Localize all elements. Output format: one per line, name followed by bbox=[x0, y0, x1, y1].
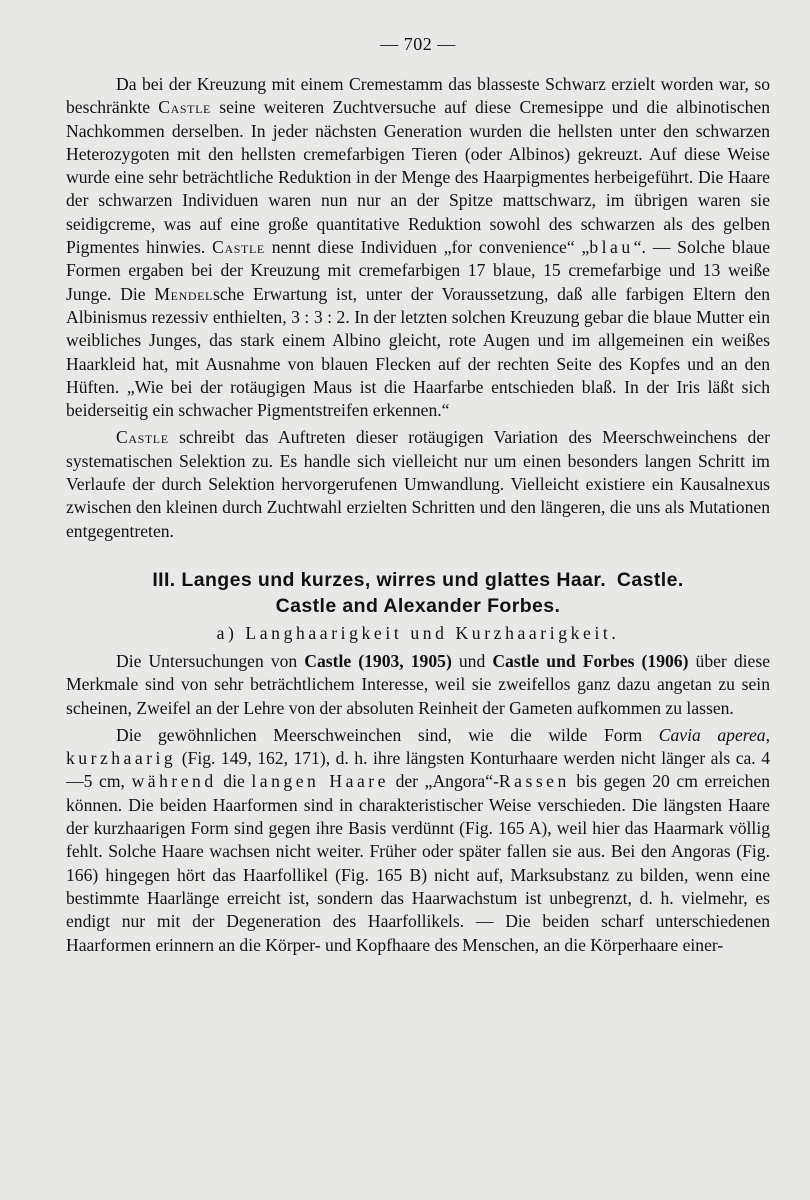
text-run: bis gegen 20 cm erreichen können. Die beiden Haarformen sind in charakteristischer Weise verschieden. Die längsten Haare der kurzhaarigen Form sind gegen ihre Basis verdünnt (Fig. 165 A), weil hier das Haarmark völlig fehlt. Solche Haare wachsen nicht weiter. Früher oder später fallen sie aus. Bei den Angoras (Fig. 166) hingegen hört das Haarfollikel (Fig. 165 B) nicht auf, Marksubstanz zu bilden, wenn eine bestimmte Haarlänge erreicht ist, sondern das Haarwachstum ist unbegrenzt, d. h. vielmehr, es endigt nur mit der Degeneration des Haarfollikels. — Die beiden scharf unterschiedenen Haarformen erinnern an die Körper- und Kopfhaare des Menschen, an die Körperhaare einer- bbox=[66, 771, 770, 955]
citation: Castle und Forbes (1906) bbox=[492, 650, 689, 671]
spaced-term: langen Haare bbox=[251, 771, 389, 792]
spaced-term: Rassen bbox=[498, 771, 570, 792]
author-name: Mendel bbox=[154, 283, 213, 304]
section-heading-line2: Castle and Alexander Forbes. bbox=[275, 594, 561, 617]
text-run: Da bei der Kreuzung mit einem Cremestamm das blasseste Schwarz erzielt worden war, so beschränkte bbox=[66, 74, 770, 118]
paragraph-castle-cremestamm bbox=[66, 73, 770, 422]
citation: Castle (1903, 1905) bbox=[304, 650, 452, 671]
paragraph-castle-selektion bbox=[66, 426, 770, 542]
species-name: Cavia aperea bbox=[658, 724, 766, 745]
author-name: Castle bbox=[116, 427, 169, 448]
paragraph-untersuchungen bbox=[66, 650, 770, 720]
spaced-term: blau bbox=[589, 237, 634, 258]
author-name: Castle bbox=[158, 97, 211, 118]
text-run: der „Angora“- bbox=[388, 771, 499, 792]
subsection-heading: a) Langhaarigkeit und Kurzhaarigkeit. bbox=[216, 622, 620, 643]
text-run: schreibt das Auftreten dieser rotäugigen Variation des Meerschweinchens der systematischen Selektion zu. Es handle sich vielleicht nur um einen besonders langen Schritt im Verlaufe der durch Selektion hervorgerufenen Umwandlung. Vielleicht existiere ein Kausalnexus zwischen den kleinen durch Zuchtwahl erzielten Schritten und den längeren, die uns als Mutationen entgegentreten. bbox=[66, 427, 770, 541]
text-run: und bbox=[451, 650, 493, 671]
text-run: (Fig. 149, 162, 171), d. h. ihre längsten Konturhaare werden nicht länger als ca. 4—5 cm, bbox=[66, 748, 770, 792]
text-run: Die gewöhnlichen Meerschweinchen sind, wie die wilde Form bbox=[116, 724, 659, 745]
text-run: die bbox=[216, 771, 252, 792]
spaced-term: kurzhaarig bbox=[66, 748, 177, 769]
text-run: nennt diese Individuen „for convenience“ „ bbox=[264, 237, 590, 258]
text-run: seine weiteren Zuchtversuche auf diese Cremesippe und die albinotischen Nachkommen derselben. In jeder nächsten Generation wurden die hellsten unter den schwarzen Heterozygoten mit den hellsten cremefarbigen Tieren (oder Albinos) gekreuzt. Auf diese Weise wurde eine sehr beträchtliche Reduktion in der Menge des Haarpigmentes herbeigeführt. Die Haare der schwarzen Individuen waren nun nur an der Spitze mattschwarz, im übrigen waren sie seidigcreme, was auf eine große quantitative Reduktion sowohl des schwarzen als des gelben Pigmentes hinwies. bbox=[66, 97, 770, 258]
section-heading-author: Castle. bbox=[616, 568, 684, 591]
text-run: “. — Solche blaue Formen ergaben bei der Kreuzung mit cremefarbigen 17 blaue, 15 cremefarbige und 13 weiße Junge. Die bbox=[66, 237, 771, 304]
text-run: , bbox=[765, 724, 770, 745]
text-run: sche Erwartung ist, unter der Voraussetzung, daß alle farbigen Eltern den Albinismus rezessiv enthielten, 3 : 3 : 2. In der letzten solchen Kreuzung gebar die blaue Mutter ein weibliches Junges, das stark einem Albino gleicht, rote Augen und im allgemeinen ein weißes Haarkleid hat, mit Ausnahme von blauen Flecken auf der rechten Seite des Kopfes und an den Hüften. „Wie bei der rotäugigen Maus ist die Haarfarbe entschieden blaß. In der Iris läßt sich beiderseitig ein schwacher Pigmentstreifen erkennen.“ bbox=[66, 283, 770, 421]
text-run: über diese Merkmale sind von sehr beträchtlichem Interesse, weil sie zweifellos ganz dazu angetan zu sein scheinen, Zweifel an der Lehre von der absoluten Reinheit der Gameten aufkommen zu lassen. bbox=[66, 650, 770, 718]
text-run: Die Untersuchungen von bbox=[116, 650, 305, 671]
section-heading-line1: III. Langes und kurzes, wirres und glattes Haar. bbox=[152, 568, 607, 591]
paragraph-meerschweinchen bbox=[66, 724, 770, 957]
author-name: Castle bbox=[212, 237, 265, 258]
section-heading bbox=[66, 567, 770, 619]
spaced-term: während bbox=[131, 771, 217, 792]
page-number: — 702 — bbox=[380, 34, 456, 54]
